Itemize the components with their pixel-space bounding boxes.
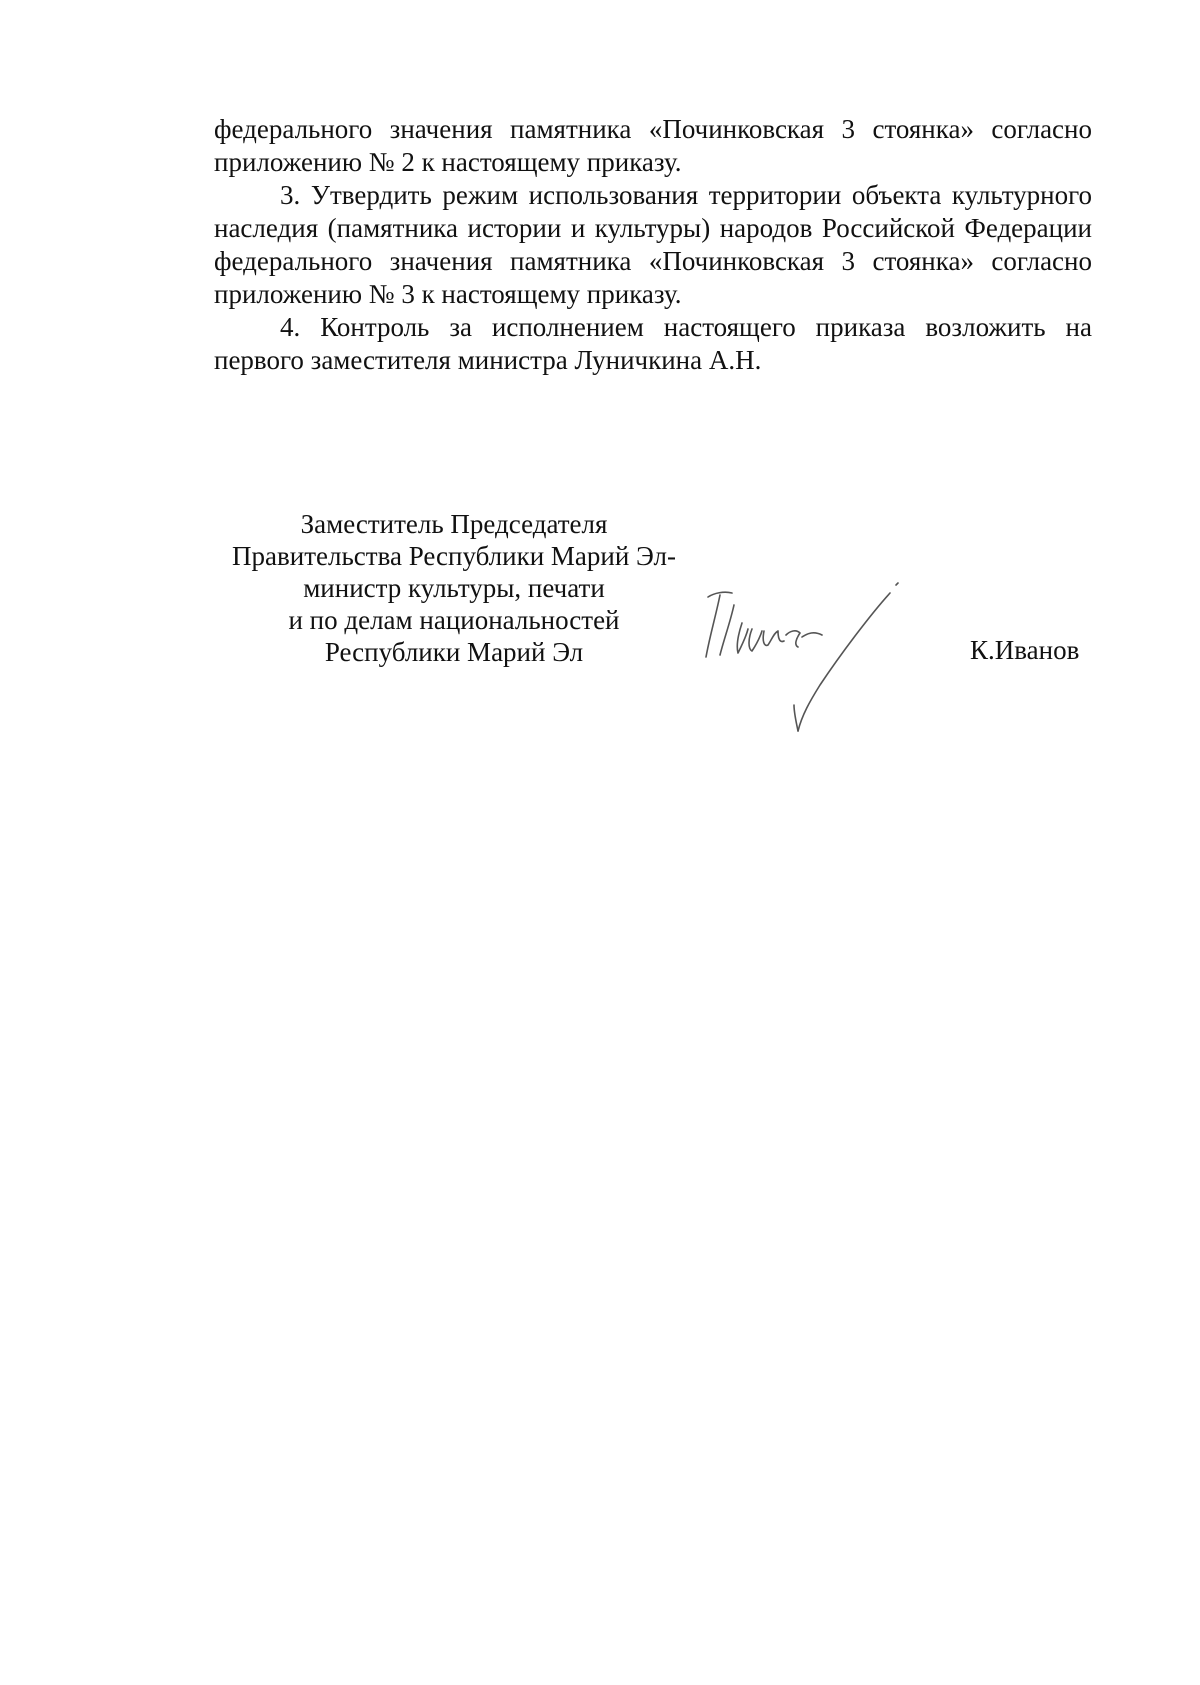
paragraph-item-4: 4. Контроль за исполнением настоящего приказа возложить на первого заместителя министра Луничкина А.Н. bbox=[214, 312, 1092, 375]
signatory-position bbox=[214, 508, 694, 668]
paragraph-continuation: федерального значения памятника «Починковская 3 стоянка» согласно приложению № 2 к настоящему приказу. bbox=[214, 114, 1092, 177]
position-line: Заместитель Председателя bbox=[300, 509, 608, 539]
position-line: Правительства Республики Марий Эл- bbox=[232, 541, 676, 571]
position-line: и по делам национальностей bbox=[288, 605, 620, 635]
position-line: министр культуры, печати bbox=[303, 573, 605, 603]
handwritten-signature-icon bbox=[690, 575, 930, 735]
paragraph-item-3: 3. Утвердить режим использования территории объекта культурного наследия (памятника истории и культуры) народов Российской Федерации федерального значения памятника «Починковская 3 стоянка» согласно приложению № 3 к настоящему приказу. bbox=[214, 180, 1092, 309]
document-body bbox=[214, 113, 1092, 377]
position-line: Республики Марий Эл bbox=[324, 637, 584, 667]
signer-name: К.Иванов bbox=[970, 635, 1080, 665]
